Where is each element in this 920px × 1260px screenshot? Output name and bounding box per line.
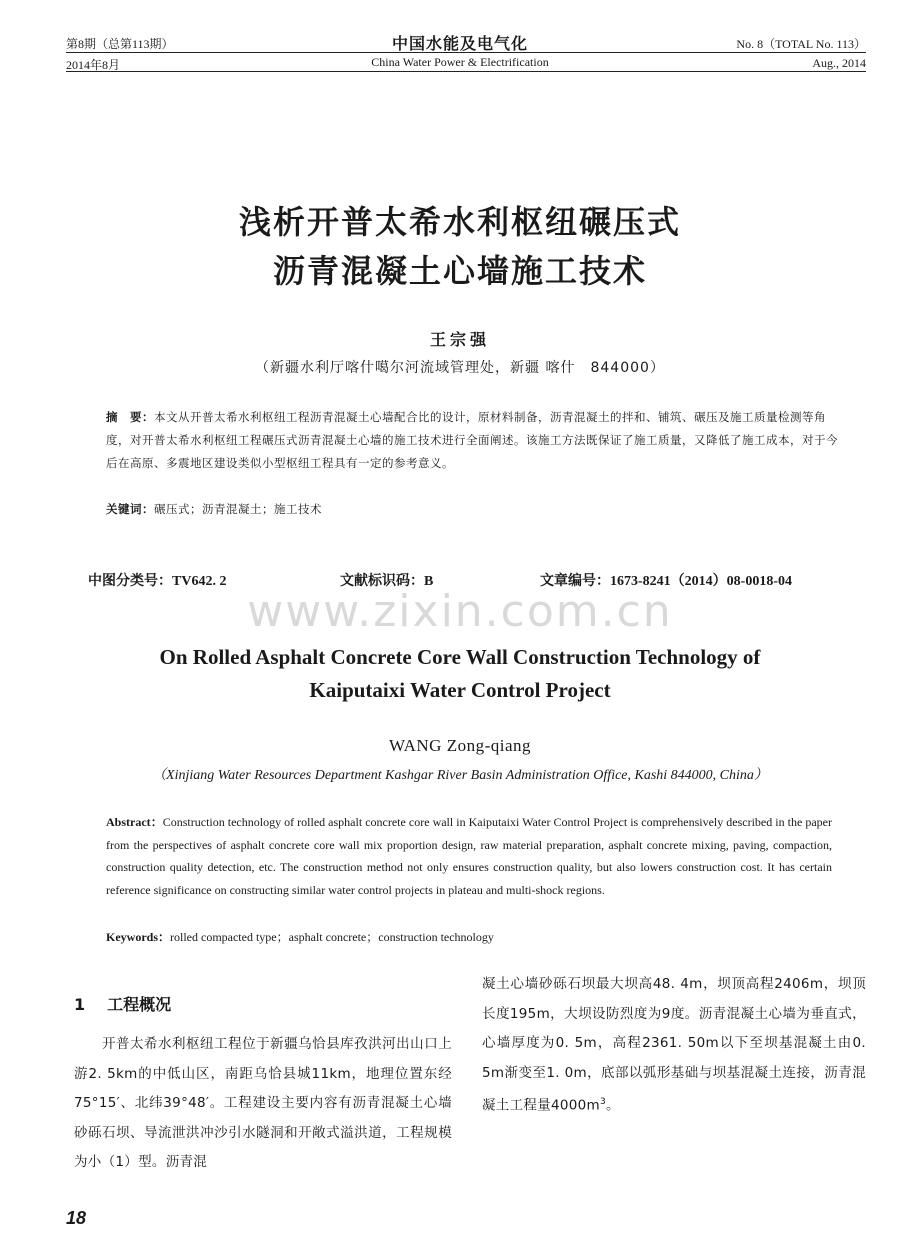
keywords-cn-label: 关键词： [106, 502, 154, 516]
header-journal-cn: 中国水能及电气化 [391, 34, 528, 53]
abstract-cn-label: 摘 要： [106, 410, 154, 424]
title-en-line1: On Rolled Asphalt Concrete Core Wall Construction Technology of [159, 645, 761, 669]
section-number: 1 [74, 995, 86, 1014]
header-date-en: Aug., 2014 [812, 56, 866, 70]
body-right-end: 。 [606, 1097, 620, 1114]
author-en: WANG Zong-qiang [388, 736, 532, 755]
abstract-en-label: Abstract： [106, 815, 163, 829]
doc-label: 文献标识码： [340, 573, 424, 589]
doc-value: B [424, 574, 434, 589]
abstract-cn [106, 406, 846, 475]
keywords-cn-text: 碾压式；沥青混凝土；施工技术 [154, 502, 322, 516]
article-value: 1673-8241（2014）08-0018-04 [610, 574, 792, 589]
header-date-cn: 2014年8月 [66, 58, 121, 72]
header-rule-bottom [66, 71, 866, 72]
section-title: 工程概况 [107, 995, 172, 1014]
title-cn-line2: 沥青混凝土心墙施工技术 [272, 252, 647, 290]
title-cn-line1: 浅析开普太希水利枢纽碾压式 [238, 203, 681, 241]
body-right-text: 凝土心墙砂砾石坝最大坝高48. 4m，坝顶高程2406m，坝顶长度195m，大坝设防烈度为9度。沥青混凝土心墙为垂直式，心墙厚度为0. 5m，高程2361. 50m以下至坝基混凝土由0. 5m渐变至1. 0m，底部以弧形基础与坝基混凝土连接，沥青混凝土工程量4000m [482, 976, 866, 1114]
abstract-en [106, 811, 832, 901]
article-label: 文章编号： [540, 573, 610, 589]
abstract-cn-text: 本文从开普太希水利枢纽工程沥青混凝土心墙配合比的设计，原材料制备，沥青混凝土的拌和、铺筑、碾压及施工质量检测等角度，对开普太希水利枢纽工程碾压式沥青混凝土心墙的施工技术进行全面阐述。该施工方法既保证了施工质量，又降低了施工成本，对于今后在高原、多震地区建设类似小型枢纽工程具有一定的参考意义。 [106, 410, 838, 470]
title-en-line2: Kaiputaixi Water Control Project [309, 678, 611, 702]
section-heading [74, 992, 171, 1015]
body-right-column [482, 970, 866, 1121]
keywords-en-label: Keywords： [106, 930, 170, 944]
watermark: www.zixin.com.cn [247, 586, 673, 637]
author-cn: 王宗强 [429, 330, 490, 349]
header-journal-en: China Water Power & Electrification [371, 55, 549, 69]
abstract-en-text: Construction technology of rolled asphalt concrete core wall in Kaiputaixi Water Control Project is comprehensively described in the paper from the perspectives of asphalt concrete core wall mix proportion design, raw material preparation, asphalt concrete mixing, paving, compaction, construction quality detection, etc. The construction method not only ensures construction quality, but also lowers construction cost. It has certain reference significance on constructing similar water control projects in plateau and multi-shock regions. [106, 815, 832, 897]
body-left-column: 开普太希水利枢纽工程位于新疆乌恰县库孜洪河出山口上游2. 5km的中低山区，南距乌恰县城11km，地理位置东经75°15′、北纬39°48′。工程建设主要内容有沥青混凝土心墙砂砾石坝、导流泄洪冲沙引水隧洞和开敞式溢洪道，工程规模为小（1）型。沥青混 [74, 1036, 452, 1170]
header-issue-en: No. 8（TOTAL No. 113） [736, 37, 866, 51]
body-right-superscript: 3 [600, 1097, 607, 1107]
affiliation-en: （Xinjiang Water Resources Department Kashgar River Basin Administration Office, Kashi 844000, China） [152, 768, 768, 783]
page-number: 18 [66, 1208, 87, 1228]
keywords-cn [106, 498, 846, 521]
affiliation-cn: （新疆水利厅喀什噶尔河流域管理处，新疆 喀什 844000） [255, 360, 665, 376]
clc-value: TV642. 2 [172, 574, 227, 589]
clc-label: 中图分类号： [88, 573, 172, 589]
keywords-en [106, 926, 832, 949]
header-rule-top [66, 52, 866, 53]
keywords-en-text: rolled compacted type；asphalt concrete；construction technology [170, 930, 494, 944]
header-issue-cn: 第8期（总第113期） [66, 37, 174, 51]
